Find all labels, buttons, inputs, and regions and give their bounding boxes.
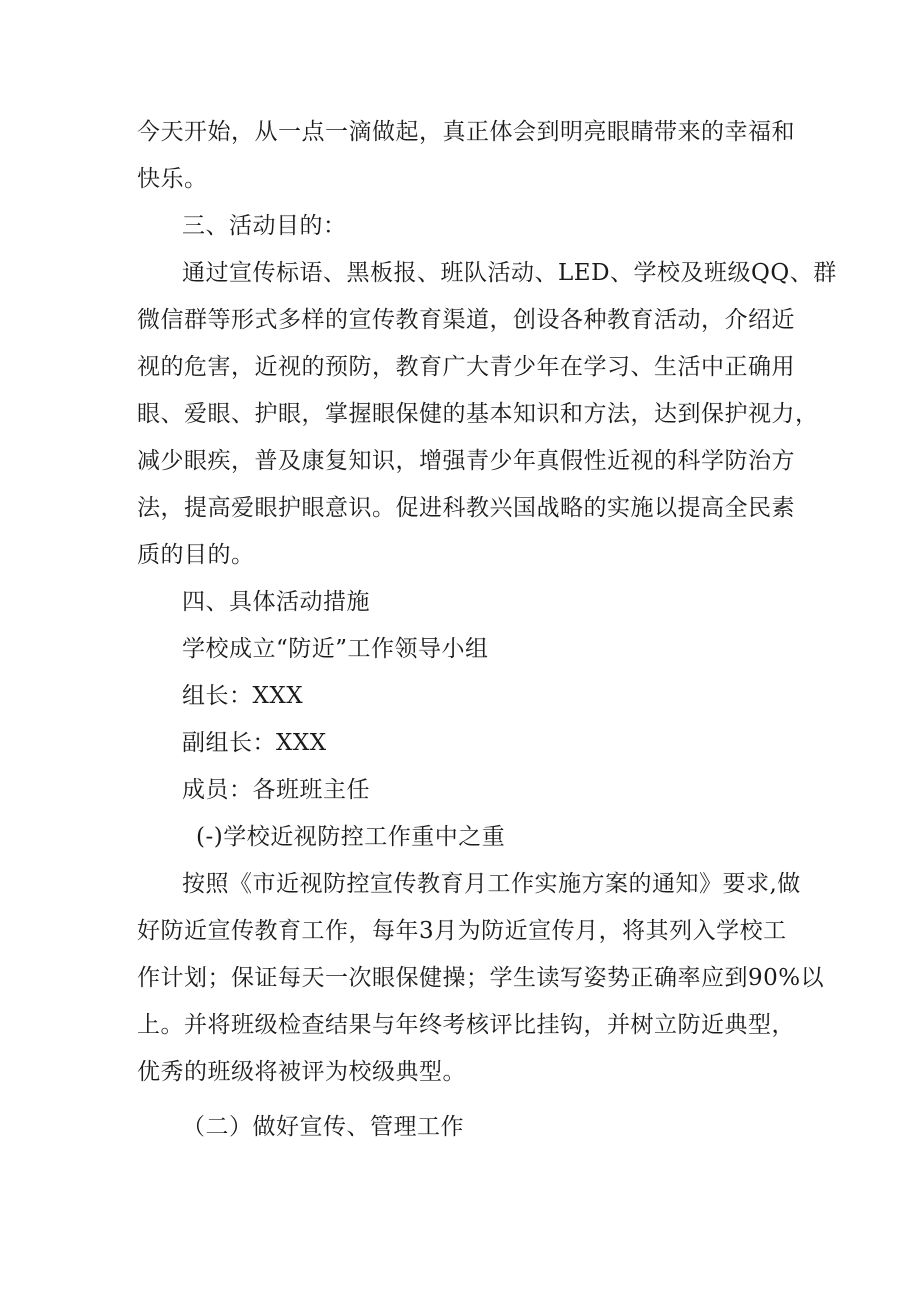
- text-line: 微信群等形式多样的宣传教育渠道，创设各种教育活动，介绍近: [137, 307, 795, 333]
- subsection-heading-1: (-)学校近视防控工作重中之重: [196, 824, 506, 850]
- text-line: 视的危害，近视的预防，教育广大青少年在学习、生活中正确用: [137, 354, 795, 380]
- text-line: 按照《市近视防控宣传教育月工作实施方案的通知》要求,做: [182, 871, 801, 897]
- leader-line: 组长：XXX: [182, 683, 304, 709]
- text-line: 今天开始，从一点一滴做起，真正体会到明亮眼睛带来的幸福和: [137, 119, 795, 145]
- section-heading-3: 三、活动目的：: [182, 213, 347, 239]
- text-line: 法，提高爱眼护眼意识。促进科教兴国战略的实施以提高全民素: [137, 495, 795, 521]
- text-line: 好防近宣传教育工作，每年3月为防近宣传月，将其列入学校工: [137, 918, 787, 944]
- text-line: 学校成立“防近”工作领导小组: [182, 636, 489, 662]
- text-line: 眼、爱眼、护眼，掌握眼保健的基本知识和方法，达到保护视力，: [137, 401, 819, 427]
- text-line: 质的目的。: [137, 542, 255, 568]
- text-line: 优秀的班级将被评为校级典型。: [137, 1059, 466, 1085]
- subsection-heading-2: （二）做好宣传、管理工作: [182, 1114, 464, 1140]
- text-line: 作计划；保证每天一次眼保健操；学生读写姿势正确率应到90%以: [137, 965, 825, 991]
- text-line: 减少眼疾，普及康复知识，增强青少年真假性近视的科学防治方: [137, 448, 795, 474]
- text-line: 快乐。: [137, 166, 208, 192]
- text-line: 通过宣传标语、黑板报、班队活动、LED、学校及班级QQ、群: [182, 260, 837, 286]
- members-line: 成员：各班班主任: [182, 777, 370, 803]
- text-line: 上。并将班级检查结果与年终考核评比挂钩，并树立防近典型，: [137, 1012, 795, 1038]
- section-heading-4: 四、具体活动措施: [182, 589, 370, 615]
- deputy-leader-line: 副组长：XXX: [182, 730, 327, 756]
